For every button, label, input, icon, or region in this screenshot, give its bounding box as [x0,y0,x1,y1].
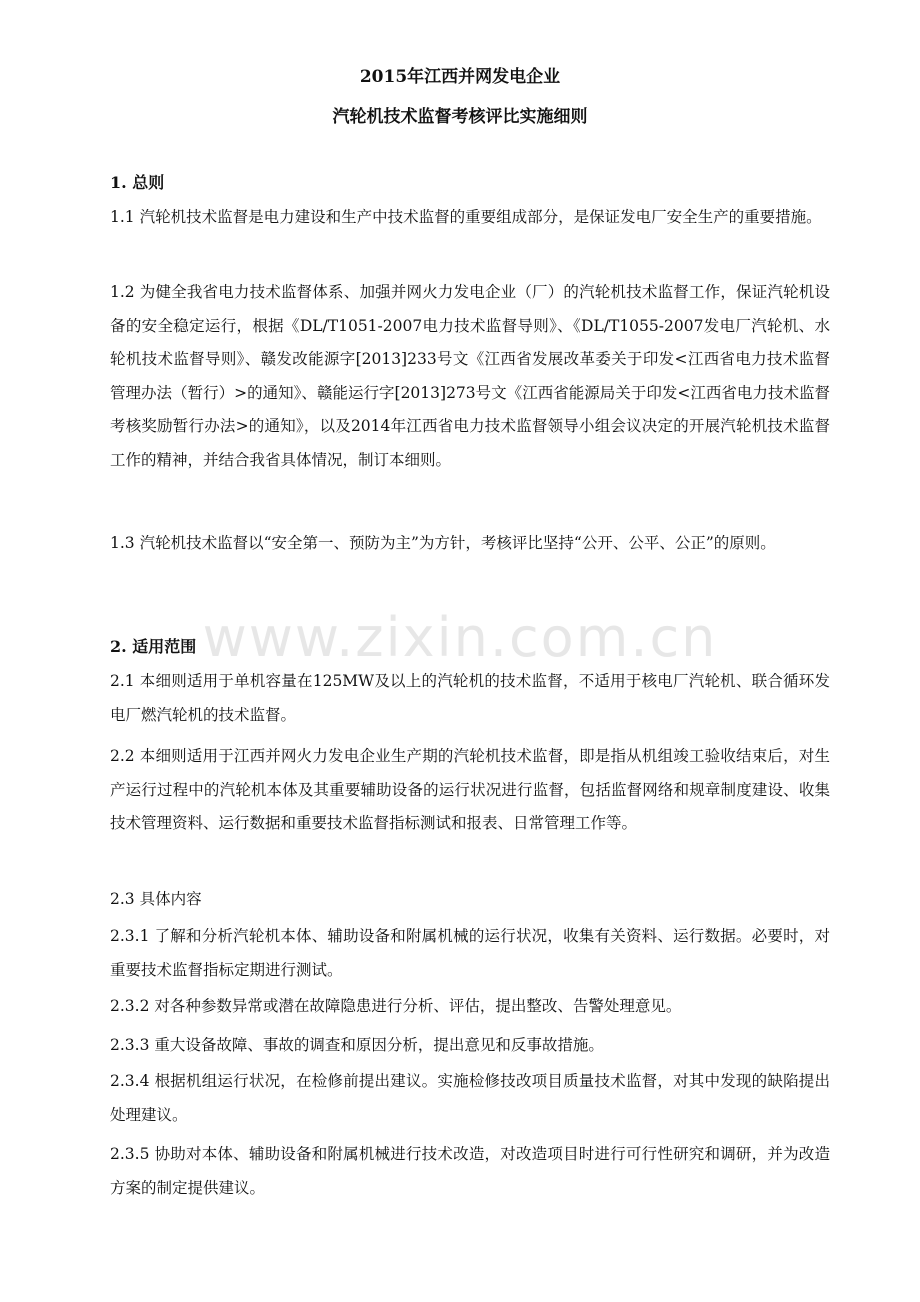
paragraph-2-3-2: 2.3.2 对各种参数异常或潜在故障隐患进行分析、评估，提出整改、告警处理意见。 [110,997,682,1015]
paragraph-2-3-5: 2.3.5 协助对本体、辅助设备和附属机械进行技术改造，对改造项目时进行可行性研究和调研，并为改造方案的制定提供建议。 [110,1145,830,1197]
paragraph-1-2: 1.2 为健全我省电力技术监督体系、加强并网火力发电企业（厂）的汽轮机技术监督工作，保证汽轮机设备的安全稳定运行，根据《DL/T1051-2007电力技术监督导则》、《DL/T1055-2007发电厂汽轮机、水轮机技术监督导则》、赣发改能源字[2013]233号文《江西省发展改革委关于印发<江西省电力技术监督管理办法（暂行）>的通知》、赣能运行字[2013]273号文《江西省能源局关于印发<江西省电力技术监督考核奖励暂行办法>的通知》，以及2014年江西省电力技术监督领导小组会议决定的开展汽轮机技术监督工作的精神，并结合我省具体情况，制订本细则。 [110,283,830,469]
title-line-2: 汽轮机技术监督考核评比实施细则 [332,107,588,127]
paragraph-2-3-4: 2.3.4 根据机组运行状况，在检修前提出建议。实施检修技改项目质量技术监督，对其中发现的缺陷提出处理建议。 [110,1072,830,1124]
watermark-text: www.zixin.com.cn [202,606,718,669]
paragraph-1-3: 1.3 汽轮机技术监督以“安全第一、预防为主”为方针，考核评比坚持“公开、公平、公正”的原则。 [110,534,776,552]
paragraph-2-3-3: 2.3.3 重大设备故障、事故的调查和原因分析，提出意见和反事故措施。 [110,1036,604,1054]
paragraph-2-3-1: 2.3.1 了解和分析汽轮机本体、辅助设备和附属机械的运行状况，收集有关资料、运行数据。必要时，对重要技术监督指标定期进行测试。 [110,927,830,979]
paragraph-1-1: 1.1 汽轮机技术监督是电力建设和生产中技术监督的重要组成部分，是保证发电厂安全生产的重要措施。 [110,208,822,226]
paragraph-2-2: 2.2 本细则适用于江西并网火力发电企业生产期的汽轮机技术监督，即是指从机组竣工验收结束后，对生产运行过程中的汽轮机本体及其重要辅助设备的运行状况进行监督，包括监督网络和规章制度建设、收集技术管理资料、运行数据和重要技术监督指标测试和报表、日常管理工作等。 [110,747,830,832]
section-2-heading: 2. 适用范围 [110,637,197,656]
title-line-1: 2015年江西并网发电企业 [359,67,561,87]
section-1-heading: 1. 总则 [110,173,165,192]
paragraph-2-1: 2.1 本细则适用于单机容量在125MW及以上的汽轮机的技术监督，不适用于核电厂汽轮机、联合循环发电厂燃汽轮机的技术监督。 [110,672,830,724]
paragraph-2-3: 2.3 具体内容 [110,890,202,908]
